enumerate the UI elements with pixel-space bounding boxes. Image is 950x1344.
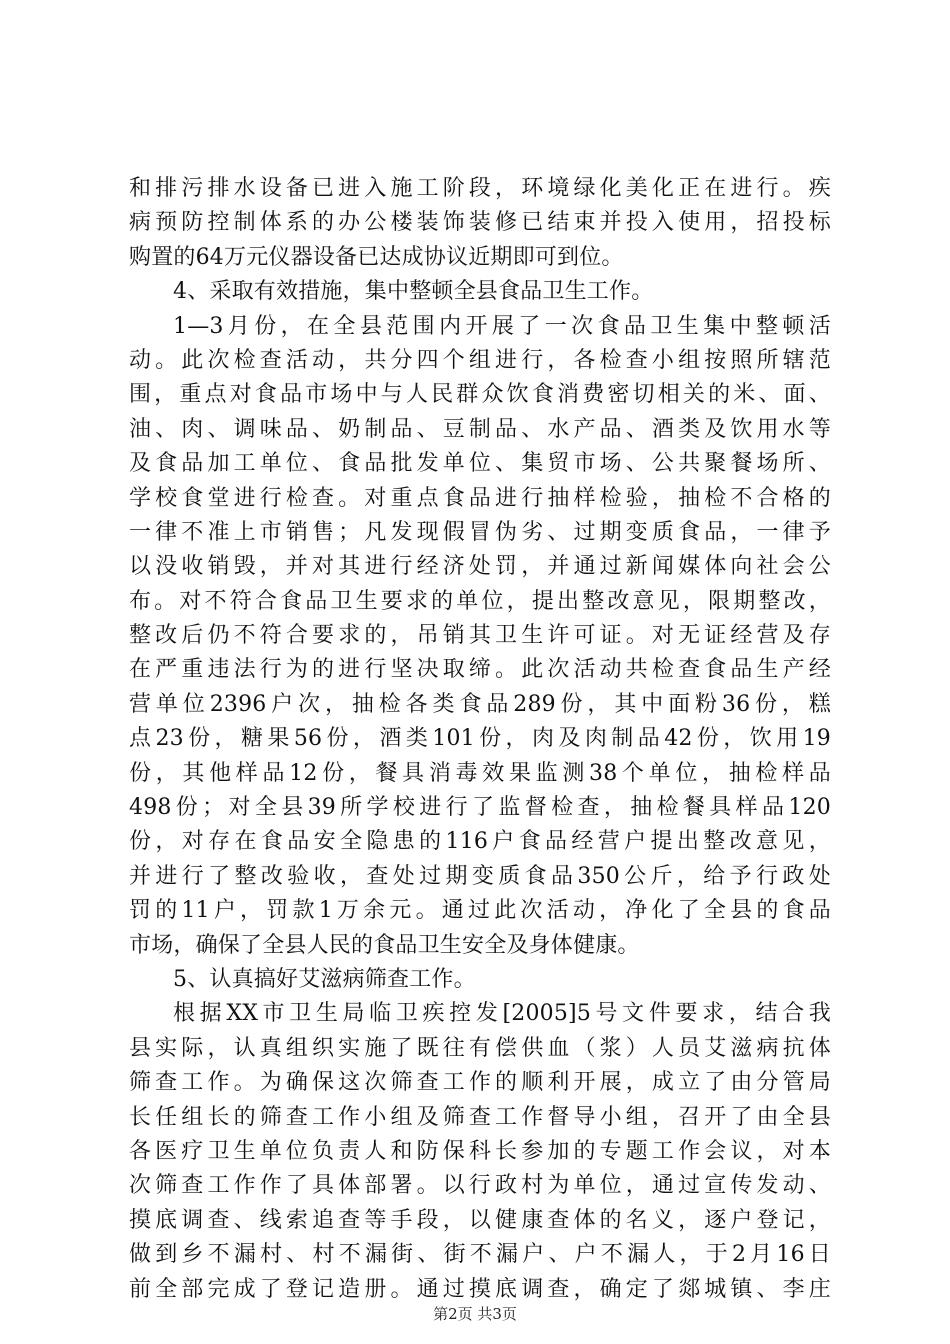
text-line: 5、认真搞好艾滋病筛查工作。 <box>173 966 476 992</box>
text-line: 份，对存在食品安全隐患的116户食品经营户提出整改意见， <box>129 829 831 855</box>
text-line: 整改后仍不符合要求的，吊销其卫生许可证。对无证经营及存 <box>129 623 831 649</box>
text-line: 摸底调查、线索追查等手段，以健康查体的名义，逐户登记， <box>129 1207 831 1233</box>
text-line: 围，重点对食品市场中与人民群众饮食消费密切相关的米、面、 <box>129 382 831 408</box>
text-line: 市场，确保了全县人民的食品卫生安全及身体健康。 <box>129 932 640 958</box>
document-body <box>129 172 831 1307</box>
text-line: 动。此次检查活动，共分四个组进行，各检查小组按照所辖范 <box>129 347 831 373</box>
text-line: 并进行了整改验收，查处过期变质食品350公斤，给予行政处 <box>129 863 831 889</box>
text-line: 长任组长的筛查工作小组及筛查工作督导小组，召开了由全县 <box>129 1104 831 1130</box>
text-line: 罚的11户，罚款1万余元。通过此次活动，净化了全县的食品 <box>129 898 831 924</box>
text-line: 1—3月份，在全县范围内开展了一次食品卫生集中整顿活 <box>173 313 831 339</box>
text-line: 各医疗卫生单位负责人和防保科长参加的专题工作会议，对本 <box>129 1138 831 1164</box>
text-line: 筛查工作。为确保这次筛查工作的顺利开展，成立了由分管局 <box>129 1070 831 1096</box>
text-line: 次筛查工作作了具体部署。以行政村为单位，通过宣传发动、 <box>129 1173 831 1199</box>
text-line: 布。对不符合食品卫生要求的单位，提出整改意见，限期整改， <box>129 588 831 614</box>
text-line: 498份；对全县39所学校进行了监督检查，抽检餐具样品120 <box>129 795 831 821</box>
text-line: 在严重违法行为的进行坚决取缔。此次活动共检查食品生产经 <box>129 657 831 683</box>
text-line: 份，其他样品12份，餐具消毒效果监测38个单位，抽检样品 <box>129 760 831 786</box>
text-line: 和排污排水设备已进入施工阶段，环境绿化美化正在进行。疾 <box>129 176 831 201</box>
text-line: 4、采取有效措施，集中整顿全县食品卫生工作。 <box>173 279 654 305</box>
text-line: 学校食堂进行检查。对重点食品进行抽样检验，抽检不合格的 <box>129 485 831 511</box>
text-line: 根据XX市卫生局临卫疾控发[2005]5号文件要求，结合我 <box>173 1001 831 1027</box>
text-line: 病预防控制体系的办公楼装饰装修已结束并投入使用，招投标 <box>129 210 831 236</box>
text-line: 以没收销毁，并对其进行经济处罚，并通过新闻媒体向社会公 <box>129 554 831 580</box>
text-line: 前全部完成了登记造册。通过摸底调查，确定了郯城镇、李庄 <box>129 1276 831 1302</box>
page-footer: 第2页 共3页 <box>433 1305 517 1323</box>
text-line: 油、肉、调味品、奶制品、豆制品、水产品、酒类及饮用水等 <box>129 416 831 442</box>
text-line: 购置的64万元仪器设备已达成协议近期即可到位。 <box>129 244 624 270</box>
text-line: 营单位2396户次，抽检各类食品289份，其中面粉36份，糕 <box>129 691 831 717</box>
text-line: 及食品加工单位、食品批发单位、集贸市场、公共聚餐场所、 <box>129 451 831 477</box>
text-line: 做到乡不漏村、村不漏街、街不漏户、户不漏人，于2月16日 <box>129 1242 831 1268</box>
text-line: 一律不准上市销售；凡发现假冒伪劣、过期变质食品，一律予 <box>129 519 831 545</box>
text-line: 点23份，糖果56份，酒类101份，肉及肉制品42份，饮用19 <box>129 726 831 752</box>
text-line: 县实际，认真组织实施了既往有偿供血（浆）人员艾滋病抗体 <box>129 1035 831 1061</box>
